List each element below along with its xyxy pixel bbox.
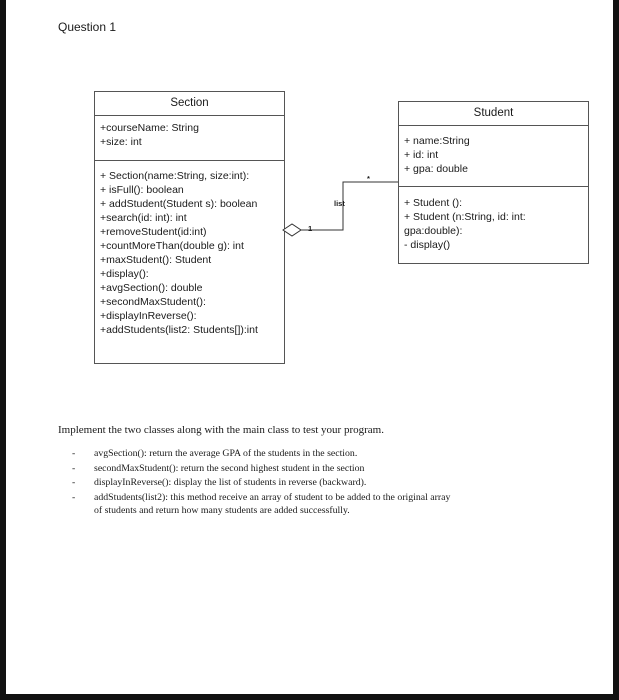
association-line <box>301 182 398 230</box>
section-method: + isFull(): boolean <box>100 184 184 196</box>
requirement-line: displayInReverse(): display the list of students in reverse (backward). <box>94 477 367 488</box>
association-label: list <box>334 199 345 208</box>
requirement-line: avgSection(): return the average GPA of the students in the section. <box>94 448 358 459</box>
student-method: - display() <box>404 239 451 251</box>
requirement-item <box>72 491 450 518</box>
section-method: + addStudent(Student s): boolean <box>100 198 258 210</box>
requirement-line: addStudents(list2): this method receive an array of student to be added to the original array <box>94 491 451 503</box>
student-class-name: Student <box>473 107 514 119</box>
requirement-item <box>72 447 450 461</box>
section-method: +countMoreThan(double g): int <box>100 240 244 252</box>
section-method: + Section(name:String, size:int): <box>100 170 250 182</box>
student-method: gpa:double): <box>404 225 463 237</box>
requirement-item <box>72 462 450 476</box>
requirement-line: secondMaxStudent(): return the second highest student in the section <box>94 462 365 474</box>
multiplicity-section: 1 <box>308 224 313 233</box>
section-method: +avgSection(): double <box>100 282 203 294</box>
section-class-name: Section <box>170 97 209 109</box>
student-attribute: + id: int <box>404 149 439 161</box>
student-attribute: + name:String <box>404 135 470 147</box>
section-method: +displayInReverse(): <box>100 310 197 322</box>
section-method: +maxStudent(): Student <box>100 254 212 266</box>
section-method: +addStudents(list2: Students[]):int <box>100 324 258 336</box>
student-method: + Student (n:String, id: int: <box>404 211 526 223</box>
section-method: +search(id: int): int <box>100 212 187 224</box>
student-method: + Student (): <box>404 197 463 209</box>
bullet-dash: - <box>72 448 76 459</box>
requirement-line: of students and return how many students are added successfully. <box>94 505 350 516</box>
section-attribute: +courseName: String <box>100 122 199 134</box>
instructions-text: Implement the two classes along with the main class to test your program. <box>58 424 384 436</box>
section-attribute: +size: int <box>100 136 142 148</box>
bullet-dash: - <box>72 491 76 503</box>
student-attribute: + gpa: double <box>404 163 468 175</box>
section-method: +removeStudent(id:int) <box>100 226 207 238</box>
section-method: +secondMaxStudent(): <box>100 296 206 308</box>
multiplicity-student: * <box>367 174 370 183</box>
question-title: Question 1 <box>58 20 117 34</box>
aggregation-diamond-icon <box>283 224 301 236</box>
requirements-list <box>72 447 450 518</box>
bullet-dash: - <box>72 462 76 474</box>
requirement-item <box>72 476 450 490</box>
section-method: +display(): <box>100 268 149 280</box>
bullet-dash: - <box>72 477 76 488</box>
